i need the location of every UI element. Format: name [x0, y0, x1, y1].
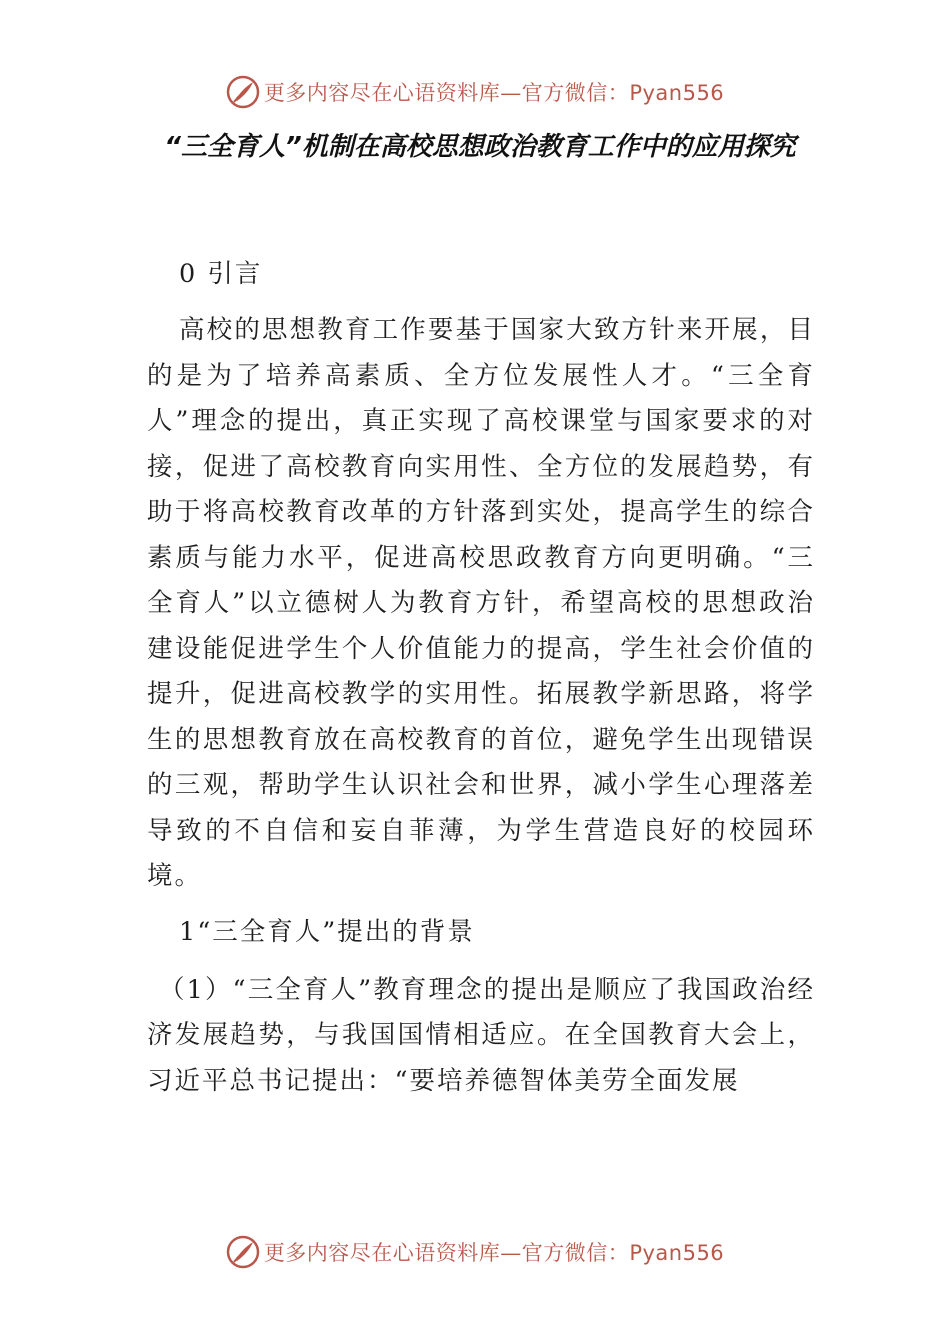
document-title: “三全育人”机制在高校思想政治教育工作中的应用探究 [164, 132, 796, 162]
quill-seal-icon [226, 75, 260, 109]
quill-seal-icon [226, 1235, 260, 1269]
paragraph: （1）“三全育人”教育理念的提出是顺应了我国政治经济发展趋势，与我国国情相适应。在全国教育大会上，习近平总书记提出：“要培养德智体美劳全面发展 [147, 974, 815, 1096]
paragraph: 高校的思想教育工作要基于国家大致方针来开展，目的是为了培养高素质、全方位发展性人才。“三全育人”理念的提出，真正实现了高校课堂与国家要求的对接，促进了高校教育向实用性、全方位的发展趋势，有助于将高校教育改革的方针落到实处，提高学生的综合素质与能力水平，促进高校思政教育方向更明确。“三全育人”以立德树人为教育方针，希望高校的思想政治建设能促进学生个人价值能力的提高，学生社会价值的提升，促进高校教学的实用性。拓展教学新思路，将学生的思想教育放在高校教育的首位，避免学生出现错误的三观，帮助学生认识社会和世界，减小学生心理落差导致的不自信和妄自菲薄，为学生营造良好的校园环境。 [147, 315, 815, 891]
banner-text: 更多内容尽在心语资料库—官方微信：Pyan556 [263, 1241, 725, 1265]
section-heading: 1“三全育人”提出的背景 [179, 916, 475, 947]
wechat-id: Pyan556 [629, 81, 725, 105]
document-body [147, 252, 815, 1114]
banner-text: 更多内容尽在心语资料库—官方微信：Pyan556 [263, 81, 725, 105]
wechat-id: Pyan556 [629, 1241, 725, 1265]
section-heading: 0 引言 [179, 259, 263, 289]
header-banner [0, 72, 950, 112]
footer-banner [0, 1232, 950, 1272]
